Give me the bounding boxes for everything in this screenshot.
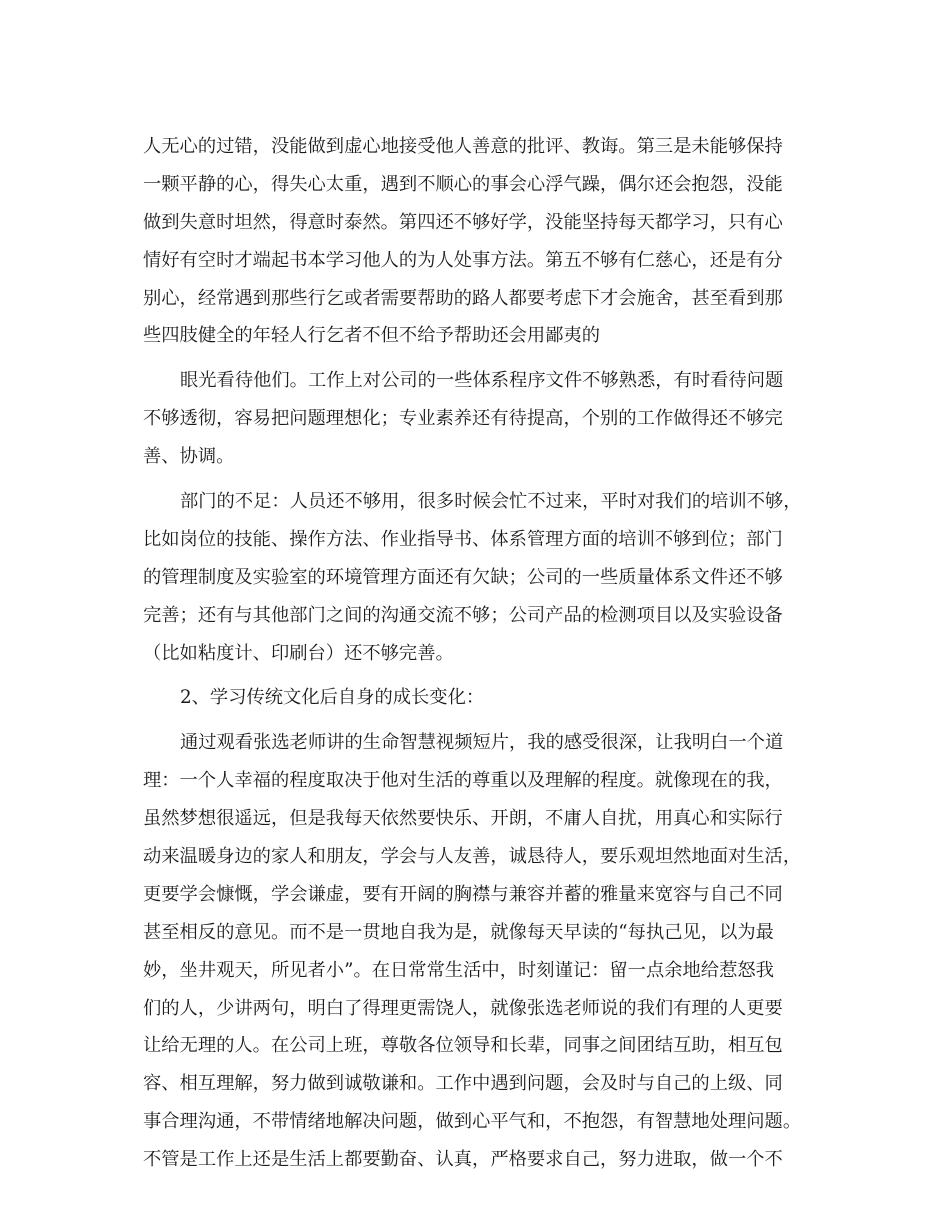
text-line: 一颗平静的心，得失心太重，遇到不顺心的事会心浮气躁，偶尔还会抱怨，没能 [143,173,783,195]
paragraph-first-line: 部门的不足：人员还不够用，很多时候会忙不过来，平时对我们的培训不够， [180,491,802,513]
text-line: 情好有空时才端起书本学习他人的为人处事方法。第五不够有仁慈心，还是有分 [143,249,783,271]
text-line: 人无心的过错，没能做到虚心地接受他人善意的批评、教诲。第三是未能够保持 [143,136,783,157]
text-line: 做到失意时坦然，得意时泰然。第四还不够好学，没能坚持每天都学习，只有心 [143,211,783,233]
text-line: 比如岗位的技能、操作方法、作业指导书、体系管理方面的培训不够到位；部门 [143,528,783,550]
document-body [143,128,808,1179]
text-line: 不够透彻，容易把问题理想化；专业素养还有待提高，个别的工作做得还不够完 [143,408,783,430]
text-line: 完善；还有与其他部门之间的沟通交流不够；公司产品的检测项目以及实验设备 [143,604,783,626]
text-line: 甚至相反的意见。而不是一贯地自我为是，就像每天早读的“每执己见，以为最 [143,921,774,943]
text-line: 不管是工作上还是生活上都要勤奋、认真，严格要求自己，努力进取，做一个不 [143,1149,783,1171]
text-line: （比如粘度计、印刷台）还不够完善。 [143,642,454,664]
paragraph-first-line: 通过观看张选老师讲的生命智慧视频短片，我的感受很深，让我明白一个道 [180,732,784,754]
text-line: 妙，坐井观天，所见者小”。在日常常生活中，时刻谨记：留一点余地给惹怒我 [143,959,774,981]
text-line: 善、协调。 [143,446,235,468]
text-line: 更要学会慷慨，学会谦虚，要有开阔的胸襟与兼容并蓄的雅量来宽容与自己不同 [143,883,783,905]
text-line: 让给无理的人。在公司上班，尊敬各位领导和长辈，同事之间团结互助，相互包 [143,1035,783,1057]
text-line: 容、相互理解，努力做到诚敬谦和。工作中遇到问题，会及时与自己的上级、同 [143,1073,783,1095]
text-line: 的管理制度及实验室的环境管理方面还有欠缺；公司的一些质量体系文件还不够 [143,566,783,588]
text-line: 理：一个人幸福的程度取决于他对生活的尊重以及理解的程度。就像现在的我， [143,770,783,792]
text-line: 事合理沟通，不带情绪地解决问题，做到心平气和，不抱怨，有智慧地处理问题。 [143,1111,802,1133]
text-line: 动来温暖身边的家人和朋友，学会与人友善，诚恳待人，要乐观坦然地面对生活， [143,846,802,868]
text-line: 别心，经常遇到那些行乞或者需要帮助的路人都要考虑下才会施舍，甚至看到那 [143,287,783,309]
paragraph-first-line: 眼光看待他们。工作上对公司的一些体系程序文件不够熟悉，有时看待问题 [180,370,784,392]
section-heading: 2、学习传统文化后自身的成长变化： [180,687,485,709]
text-line: 们的人，少讲两句，明白了得理更需饶人，就像张选老师说的我们有理的人更要 [143,997,783,1019]
text-line: 些四肢健全的年轻人行乞者不但不给予帮助还会用鄙夷的 [143,325,601,347]
text-line: 虽然梦想很遥远，但是我每天依然要快乐、开朗，不庸人自扰，用真心和实际行 [143,808,783,830]
